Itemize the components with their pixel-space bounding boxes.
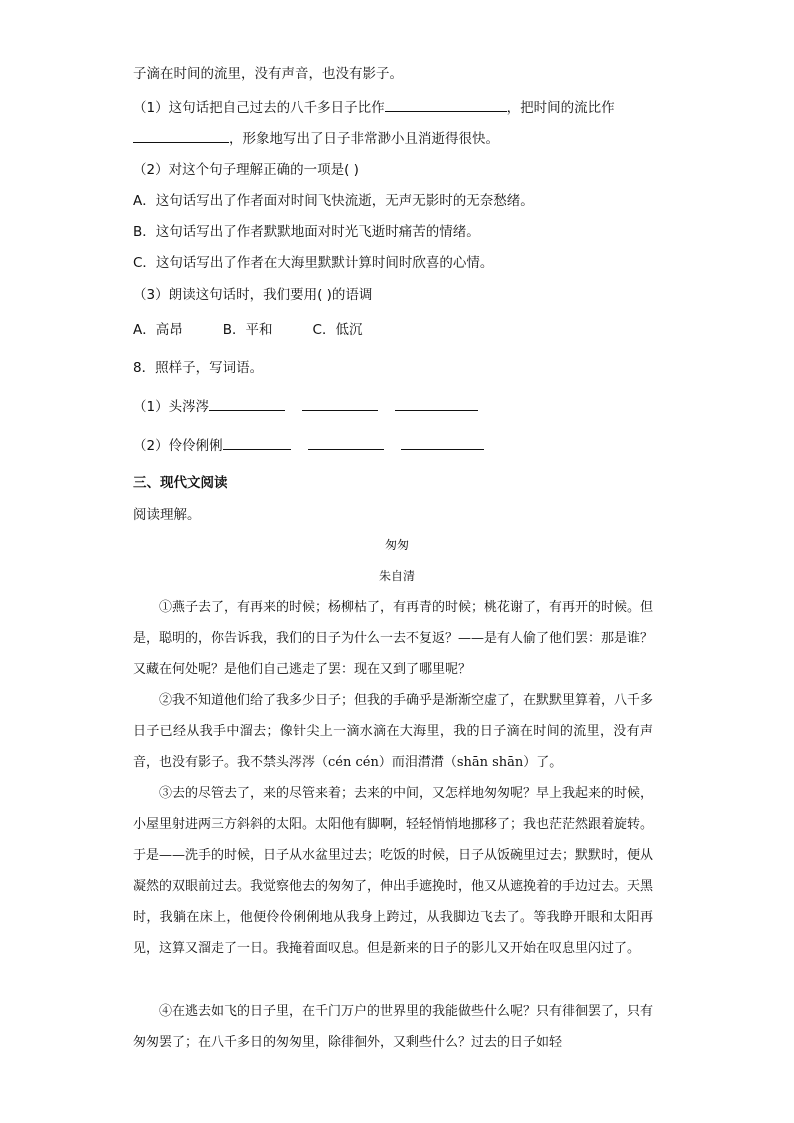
q7-sub1-text-b: ，把时间的流比作 [506,100,615,116]
q8-item2-label: （2）伶伶俐俐 [133,438,223,454]
choice-b: B．平和 [222,322,273,338]
answer-blank-1[interactable] [385,97,507,112]
q7-option-b: B．这句话写出了作者默默地面对时光飞逝时痛苦的情绪。 [133,224,480,240]
q8-item1 [133,396,478,417]
choice-a: A．高昂 [133,322,183,338]
q7-sub1-text-a: （1）这句话把自己过去的八千多日子比作 [133,100,385,116]
q8-item1-blank-3[interactable] [395,396,478,411]
article-paragraph-4: ④在逃去如飞的日子里，在千门万户的世界里的我能做些什么呢？只有徘徊罢了，只有匆匆罢了；在八千多日的匆匆里，除徘徊外，又剩些什么？过去的日子如轻 [133,1004,654,1050]
article-paragraph-3: ③去的尽管去了，来的尽管来着；去来的中间，又怎样地匆匆呢？早上我起来的时候，小屋里射进两三方斜斜的太阳。太阳他有脚啊，轻轻悄悄地挪移了；我也茫茫然跟着旋转。于是——洗手的时候，日子从水盆里过去；吃饭的时候，日子从饭碗里过去；默默时，便从凝然的双眼前过去。我觉察他去的匆匆了，伸出手遮挽时，他又从遮挽着的手边过去。天黑时，我躺在床上，他便伶伶俐俐地从我身上跨过，从我脚边飞去了。等我睁开眼和太阳再见，这算又溜走了一日。我掩着面叹息。但是新来的日子的影儿又开始在叹息里闪过了。 [133,786,654,956]
q7-sub1-text-c: ，形象地写出了日子非常渺小且消逝得很快。 [229,131,499,147]
section-intro: 阅读理解。 [133,507,201,523]
q8-item2-blank-2[interactable] [308,435,384,450]
q7-option-a: A．这句话写出了作者面对时间飞快流逝，无声无影时的无奈愁绪。 [133,193,534,209]
q7-sub1-line2 [133,128,499,149]
q7-sub3: （3）朗读这句话时，我们要用( )的语调 [133,287,373,303]
q7-context-line: 子滴在时间的流里，没有声音，也没有影子。 [133,66,403,82]
article-paragraph-1: ①燕子去了，有再来的时候；杨柳枯了，有再青的时候；桃花谢了，有再开的时候。但是，聪明的，你告诉我，我们的日子为什么一去不复返？——是有人偷了他们罢：那是谁？又藏在何处呢？是他们自己逃走了罢：现在又到了哪里呢？ [133,600,654,677]
q8-item1-label: （1）头涔涔 [133,399,210,415]
q7-sub3-choices [133,320,362,340]
q8-item1-blank-2[interactable] [302,396,378,411]
q8-item1-blank-1[interactable] [209,396,285,411]
answer-blank-2[interactable] [133,128,229,143]
q8-title: 8．照样子，写词语。 [133,360,264,376]
choice-c: C．低沉 [312,322,363,338]
article-title: 匆匆 [384,538,409,552]
section-heading: 三、现代文阅读 [133,475,228,491]
article-author: 朱自清 [378,569,415,583]
q8-item2 [133,435,484,456]
q7-sub1-line1 [133,97,615,118]
q7-sub2: （2）对这个句子理解正确的一项是( ) [133,162,359,178]
q8-item2-blank-3[interactable] [401,435,484,450]
article-paragraph-2: ②我不知道他们给了我多少日子；但我的手确乎是渐渐空虚了，在默默里算着，八千多日子已经从我手中溜去；像针尖上一滴水滴在大海里，我的日子滴在时间的流里，没有声音，也没有影子。我不禁头涔涔（cén cén）而泪潸潸（shān shān）了。 [133,693,654,770]
q8-item2-blank-1[interactable] [223,435,291,450]
q7-option-c: C．这句话写出了作者在大海里默默计算时间时欣喜的心情。 [133,255,494,271]
